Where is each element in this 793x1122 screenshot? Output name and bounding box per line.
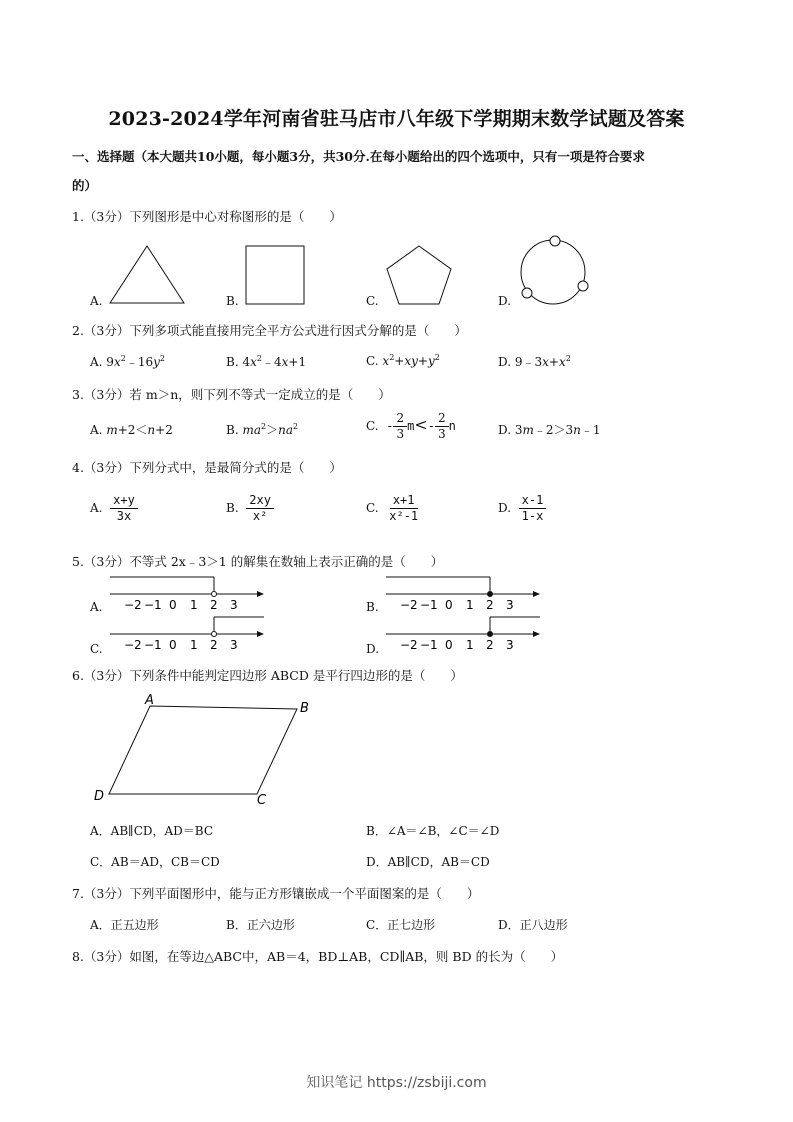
q1-option-c-label: C. <box>366 294 379 308</box>
question-1-stem: 1.（3分）下列图形是中心对称图形的是（ ） <box>72 209 342 224</box>
q4-a-denominator: 3x <box>116 509 132 523</box>
nl-d-tick-2: 2 <box>486 638 494 652</box>
q4-b-numerator: 2xy <box>246 493 274 509</box>
section-heading-line2: 的） <box>72 178 98 193</box>
q2-option-c-label: C. <box>366 354 379 368</box>
nl-c-tick-2: 2 <box>210 638 218 652</box>
number-line-d <box>386 612 542 654</box>
square-figure <box>244 244 306 306</box>
pentagon-figure <box>384 244 454 306</box>
q5-option-a-label: A. <box>90 600 103 614</box>
vertex-d-label: D <box>94 789 105 804</box>
question-3-stem: 3.（3分）若 m＞n，则下列不等式一定成立的是（ ） <box>72 387 391 402</box>
q7-option-b: B．正六边形 <box>226 918 295 932</box>
q4-option-d-label: D. <box>498 501 512 515</box>
nl-b-tick--1: −1 <box>420 598 438 612</box>
nl-c-tick--1: −1 <box>144 638 162 652</box>
q3-option-a: A. m+2＜n+2 <box>90 423 173 437</box>
q4-d-denominator: 1-x <box>521 509 544 523</box>
nl-d-tick--1: −1 <box>420 638 438 652</box>
nl-a-tick--2: −2 <box>124 598 142 612</box>
parallelogram-abcd-figure <box>90 692 320 808</box>
q5-option-b-label: B. <box>366 600 379 614</box>
circle-with-three-dots-figure <box>515 232 595 308</box>
q3-option-d: D. 3m﹣2＞3n﹣1 <box>498 423 601 437</box>
q6-option-c: C．AB＝AD，CB＝CD <box>90 855 220 869</box>
q1-option-a-label: A. <box>90 294 103 308</box>
q4-option-a <box>90 493 138 524</box>
nl-c-tick-3: 3 <box>230 638 238 652</box>
q3-option-d-label: D. <box>498 423 512 437</box>
q3-c-fraction-left: $\frac{2}{3}$ <box>393 411 407 442</box>
triangle-figure <box>108 244 186 306</box>
nl-a-tick--1: −1 <box>144 598 162 612</box>
question-8-stem: 8.（3分）如图，在等边△ABC中，AB＝4，BD⊥AB，CD∥AB，则 BD 的长为（ ） <box>72 949 564 964</box>
nl-b-tick-1: 1 <box>466 598 474 612</box>
nl-d-tick--2: −2 <box>400 638 418 652</box>
number-line-c <box>110 612 266 654</box>
number-line-b <box>386 572 542 614</box>
q4-option-d <box>498 493 546 524</box>
nl-a-tick-1: 1 <box>190 598 198 612</box>
q4-d-numerator: x-1 <box>519 493 547 509</box>
q3-c-fraction-right: $\frac{2}{3}$ <box>435 411 449 442</box>
q2-option-a: A. $9x^2﹣16y^2$ <box>90 354 165 369</box>
q7-option-c: C．正七边形 <box>366 918 436 932</box>
q1-option-d-label: D. <box>498 294 512 308</box>
footer-watermark: 知识笔记 https://zsbiji.com <box>306 1075 487 1091</box>
question-4-stem: 4.（3分）下列分式中，是最简分式的是（ ） <box>72 460 342 475</box>
nl-d-tick-3: 3 <box>506 638 514 652</box>
q4-a-numerator: x+y <box>110 493 138 509</box>
nl-b-tick-3: 3 <box>506 598 514 612</box>
q5-option-d-label: D. <box>366 642 380 656</box>
question-7-stem: 7.（3分）下列平面图形中，能与正方形镶嵌成一个平面图案的是（ ） <box>72 886 480 901</box>
q5-option-c-label: C. <box>90 642 103 656</box>
q4-option-c <box>366 493 421 524</box>
nl-b-tick-2: 2 <box>486 598 494 612</box>
nl-a-tick-2: 2 <box>210 598 218 612</box>
q2-option-b-label: B. <box>226 355 239 369</box>
vertex-a-label: A <box>145 693 154 708</box>
q6-option-b: B．∠A＝∠B，∠C＝∠D <box>366 824 500 838</box>
question-6-stem: 6.（3分）下列条件中能判定四边形 ABCD 是平行四边形的是（ ） <box>72 668 463 683</box>
nl-b-tick-0: 0 <box>445 598 453 612</box>
question-5-stem: 5.（3分）不等式 2x﹣3＞1 的解集在数轴上表示正确的是（ ） <box>72 554 444 569</box>
q4-option-b <box>226 493 274 524</box>
q4-c-denominator: x²-1 <box>389 509 419 523</box>
section-heading-line1: 一、选择题（本大题共10小题，每小题3分，共30分.在每小题给出的四个选项中，只有一项是符合要求 <box>72 149 645 164</box>
nl-d-tick-0: 0 <box>445 638 453 652</box>
nl-d-tick-1: 1 <box>466 638 474 652</box>
vertex-b-label: B <box>300 701 309 716</box>
q3-option-a-label: A. <box>90 423 103 437</box>
nl-b-tick--2: −2 <box>400 598 418 612</box>
nl-c-tick-0: 0 <box>169 638 177 652</box>
q2-option-d: D. $9﹣3x+x^2$ <box>498 354 571 369</box>
q7-option-a: A．正五边形 <box>90 918 159 932</box>
nl-a-tick-3: 3 <box>230 598 238 612</box>
q3-option-c: C. - $\frac{2}{3}$ m<- $\frac{2}{3}$ n <box>366 411 456 441</box>
q4-option-a-label: A. <box>90 501 103 515</box>
question-2-stem: 2.（3分）下列多项式能直接用完全平方公式进行因式分解的是（ ） <box>72 323 467 338</box>
nl-c-tick-1: 1 <box>190 638 198 652</box>
q3-option-c-label: C. <box>366 419 379 433</box>
nl-a-tick-0: 0 <box>169 598 177 612</box>
q6-option-d: D．AB∥CD，AB＝CD <box>366 855 490 869</box>
number-line-a <box>110 572 266 614</box>
page-title: 2023-2024学年河南省驻马店市八年级下学期期末数学试题及答案 <box>108 108 685 130</box>
q6-option-a: A．AB∥CD，AD＝BC <box>90 824 214 838</box>
q2-option-d-label: D. <box>498 355 512 369</box>
q3-option-b: B. $ma^2>na^2$ <box>226 422 299 437</box>
q2-option-c: C. $x^2+xy+y^2$ <box>366 353 440 368</box>
q3-option-b-label: B. <box>226 423 239 437</box>
q7-option-d: D．正八边形 <box>498 918 568 932</box>
q4-option-b-label: B. <box>226 501 239 515</box>
q4-option-c-label: C. <box>366 501 379 515</box>
nl-c-tick--2: −2 <box>124 638 142 652</box>
vertex-c-label: C <box>257 793 267 808</box>
q2-option-a-label: A. <box>90 355 103 369</box>
q4-c-numerator: x+1 <box>390 493 418 509</box>
q2-option-b: B. $4x^2﹣4x+1$ <box>226 354 307 369</box>
q4-b-denominator: x² <box>252 509 268 523</box>
q1-option-b-label: B. <box>226 294 239 308</box>
